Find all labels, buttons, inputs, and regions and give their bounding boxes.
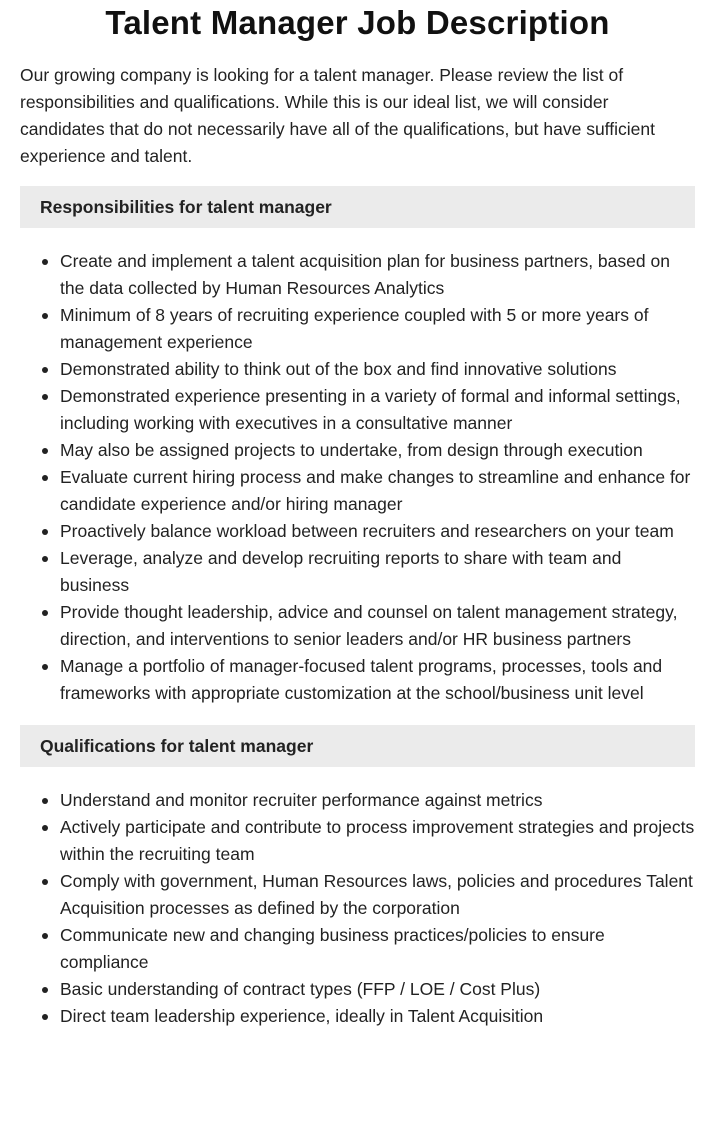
- responsibility-item: Proactively balance workload between recruiters and researchers on your team: [60, 518, 695, 545]
- qualification-item: Direct team leadership experience, ideally in Talent Acquisition: [60, 1003, 695, 1030]
- qualifications-list: [20, 787, 695, 1030]
- responsibility-item: Demonstrated experience presenting in a variety of formal and informal settings, including working with executives in a consultative manner: [60, 383, 695, 437]
- responsibility-item: Provide thought leadership, advice and counsel on talent management strategy, direction, and interventions to senior leaders and/or HR business partners: [60, 599, 695, 653]
- responsibilities-heading: Responsibilities for talent manager: [20, 186, 695, 228]
- qualification-item: Communicate new and changing business practices/policies to ensure compliance: [60, 922, 695, 976]
- responsibility-item: Leverage, analyze and develop recruiting reports to share with team and business: [60, 545, 695, 599]
- page-title: Talent Manager Job Description: [105, 4, 610, 41]
- responsibility-item: Demonstrated ability to think out of the box and find innovative solutions: [60, 356, 695, 383]
- qualifications-heading: Qualifications for talent manager: [20, 725, 695, 767]
- qualification-item: Basic understanding of contract types (FFP / LOE / Cost Plus): [60, 976, 695, 1003]
- intro-paragraph: Our growing company is looking for a talent manager. Please review the list of responsibilities and qualifications. While this is our ideal list, we will consider candidates that do not necessarily have all of the qualifications, but have sufficient experience and talent.: [20, 65, 655, 166]
- qualification-item: Comply with government, Human Resources laws, policies and procedures Talent Acquisition processes as defined by the corporation: [60, 868, 695, 922]
- responsibility-item: Evaluate current hiring process and make changes to streamline and enhance for candidate experience and/or hiring manager: [60, 464, 695, 518]
- responsibility-item: May also be assigned projects to undertake, from design through execution: [60, 437, 695, 464]
- responsibility-item: Manage a portfolio of manager-focused talent programs, processes, tools and frameworks with appropriate customization at the school/business unit level: [60, 653, 695, 707]
- qualification-item: Actively participate and contribute to process improvement strategies and projects within the recruiting team: [60, 814, 695, 868]
- responsibility-item: Create and implement a talent acquisition plan for business partners, based on the data collected by Human Resources Analytics: [60, 248, 695, 302]
- responsibilities-list: [20, 248, 695, 707]
- responsibility-item: Minimum of 8 years of recruiting experience coupled with 5 or more years of management experience: [60, 302, 695, 356]
- qualification-item: Understand and monitor recruiter performance against metrics: [60, 787, 695, 814]
